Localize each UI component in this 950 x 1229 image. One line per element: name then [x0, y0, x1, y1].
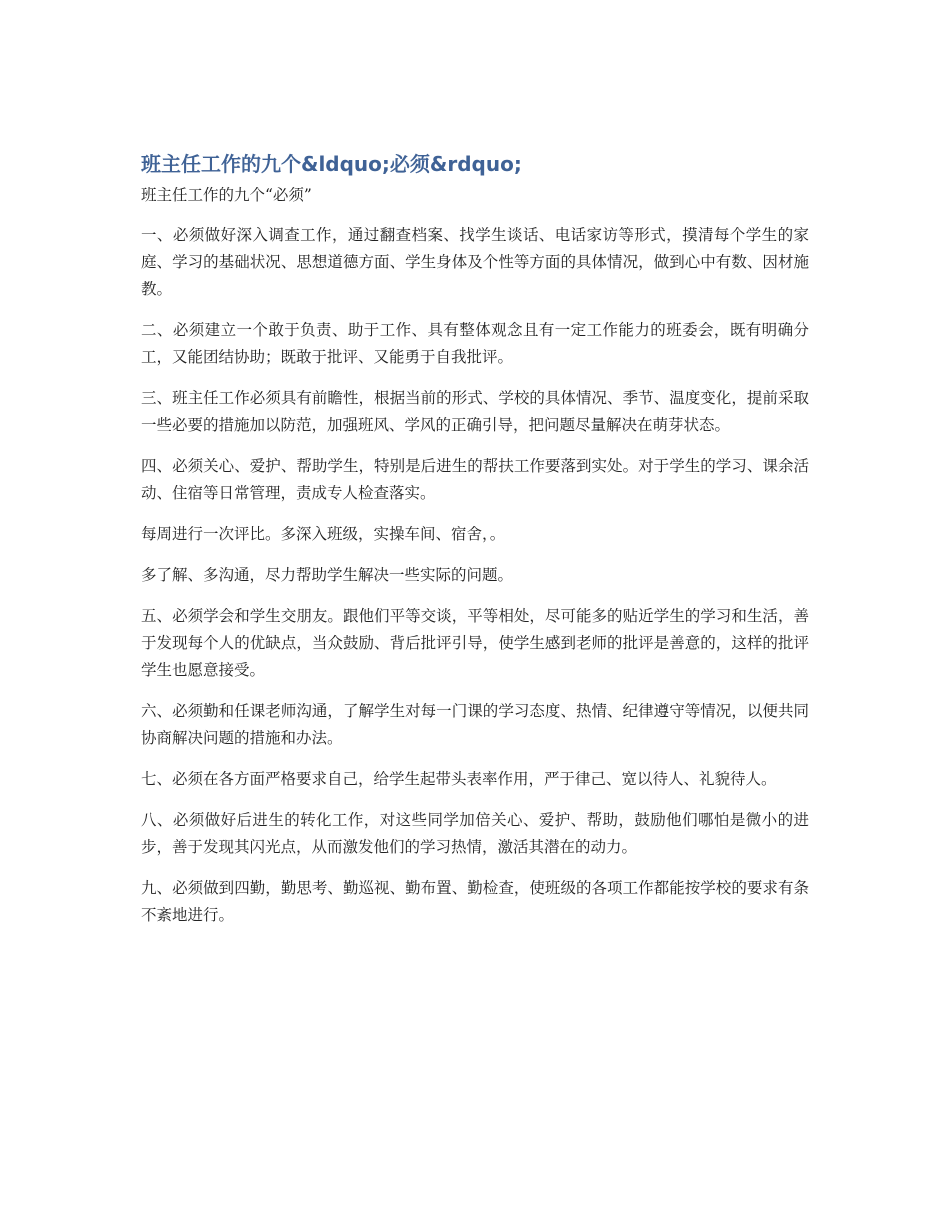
paragraph-3: 三、班主任工作必须具有前瞻性，根据当前的形式、学校的具体情况、季节、温度变化，提前采取一些必要的措施加以防范，加强班风、学风的正确引导，把问题尽量解决在萌芽状态。 [141, 389, 809, 434]
document-subtitle: 班主任工作的九个“必须” [141, 186, 312, 204]
paragraph-4: 四、必须关心、爱护、帮助学生，特别是后进生的帮扶工作要落到实处。对于学生的学习、课余活动、住宿等日常管理，责成专人检查落实。 [141, 457, 809, 502]
paragraph-7: 五、必须学会和学生交朋友。跟他们平等交谈，平等相处，尽可能多的贴近学生的学习和生活，善于发现每个人的优缺点，当众鼓励、背后批评引导，使学生感到老师的批评是善意的，这样的批评学生也愿意接受。 [141, 607, 809, 679]
paragraph-11: 九、必须做到四勤，勤思考、勤巡视、勤布置、勤检查，使班级的各项工作都能按学校的要求有条不紊地进行。 [141, 879, 809, 924]
paragraph-5: 每周进行一次评比。多深入班级，实操车间、宿舍，。 [141, 525, 506, 543]
document-title: 班主任工作的九个&ldquo;必须&rdquo; [141, 152, 522, 176]
document-page [141, 148, 809, 943]
paragraph-1: 一、必须做好深入调查工作，通过翻查档案、找学生谈话、电话家访等形式，摸清每个学生的家庭、学习的基础状况、思想道德方面、学生身体及个性等方面的具体情况，做到心中有数、因材施教。 [141, 226, 809, 298]
paragraph-8: 六、必须勤和任课老师沟通，了解学生对每一门课的学习态度、热情、纪律遵守等情况，以便共同协商解决问题的措施和办法。 [141, 702, 809, 747]
paragraph-9: 七、必须在各方面严格要求自己，给学生起带头表率作用，严于律己、宽以待人、礼貌待人。 [141, 770, 777, 788]
paragraph-2: 二、必须建立一个敢于负责、助于工作、具有整体观念且有一定工作能力的班委会，既有明确分工，又能团结协助；既敢于批评、又能勇于自我批评。 [141, 321, 809, 366]
paragraph-6: 多了解、多沟通，尽力帮助学生解决一些实际的问题。 [141, 566, 514, 584]
paragraph-10: 八、必须做好后进生的转化工作，对这些同学加倍关心、爱护、帮助，鼓励他们哪怕是微小的进步，善于发现其闪光点，从而激发他们的学习热情，激活其潜在的动力。 [141, 811, 809, 856]
